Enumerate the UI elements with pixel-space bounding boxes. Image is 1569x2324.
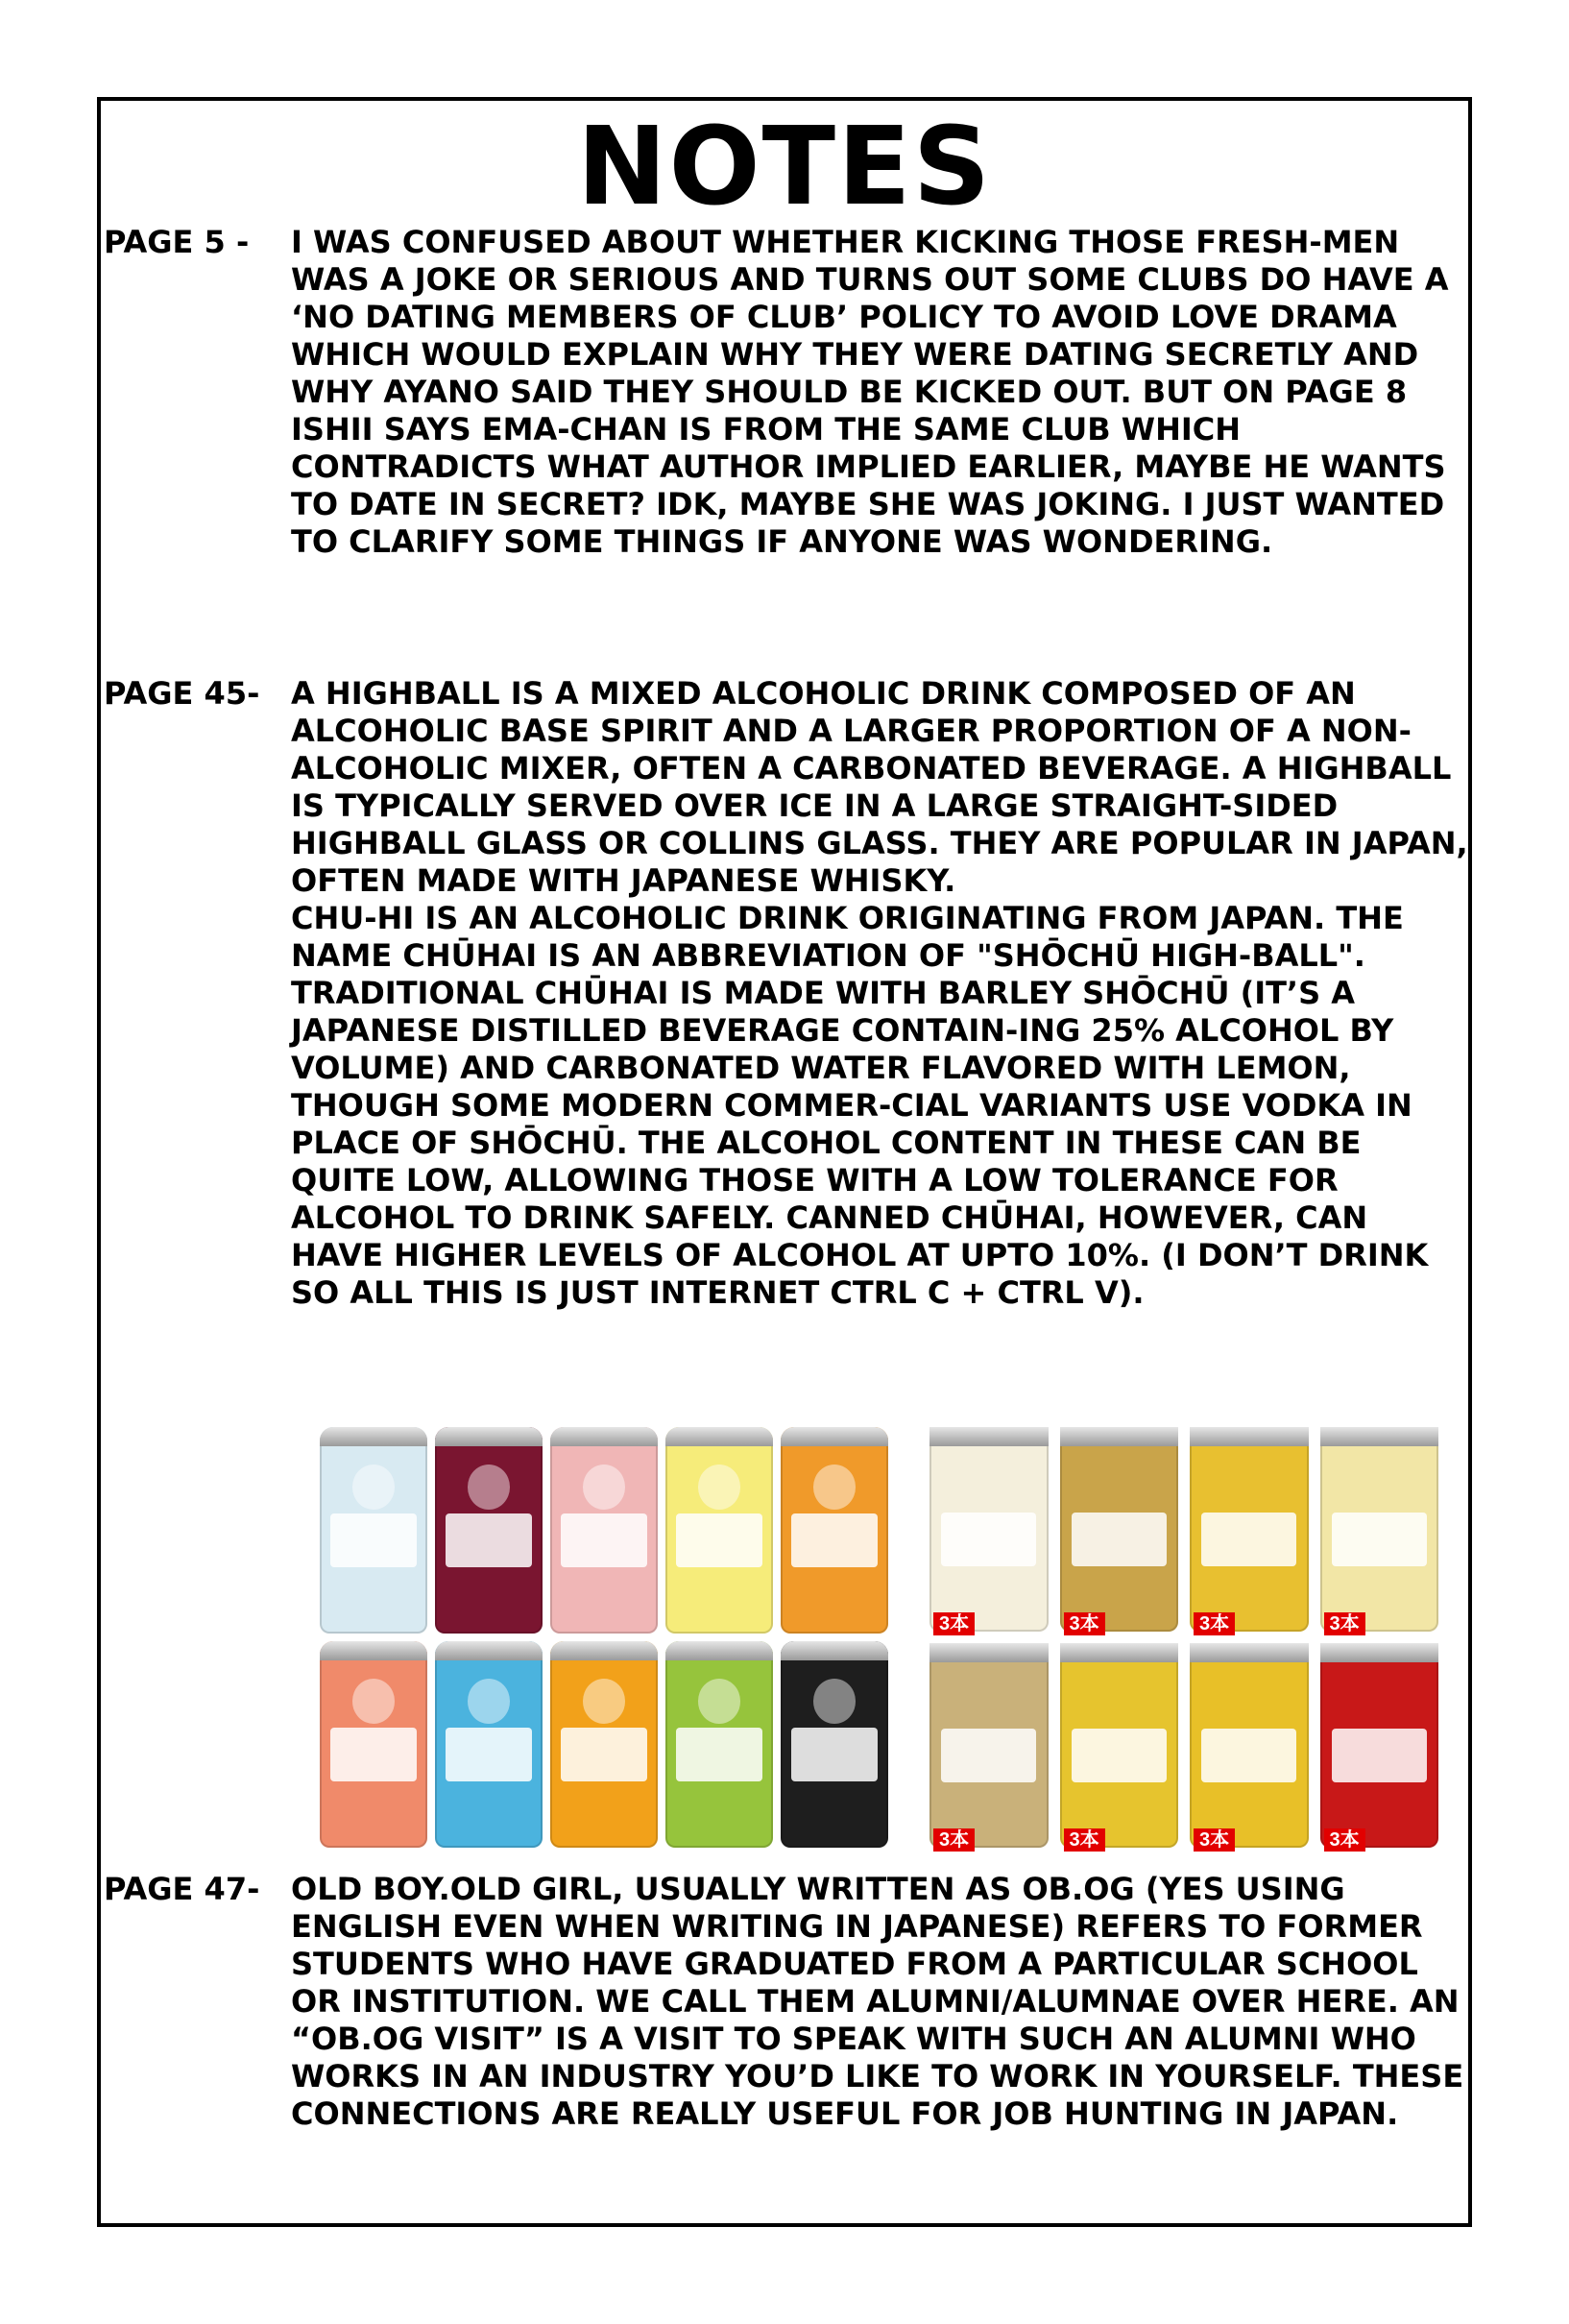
chuhai-can <box>781 1427 888 1634</box>
highball-can <box>1320 1643 1439 1851</box>
note-label-page-45: PAGE 45- <box>104 675 260 712</box>
count-badge: 3本 <box>933 1828 975 1852</box>
note-label-page-5: PAGE 5 - <box>104 224 250 260</box>
highball-can <box>1060 1427 1179 1632</box>
note-paragraph: I WAS CONFUSED ABOUT WHETHER KICKING THOSE FRESH-MEN WAS A JOKE OR SERIOUS AND TURNS OUT SOME CLUBS DO HAVE A ‘NO DATING MEMBERS OF CLUB’ POLICY TO AVOID LOVE DRAMA WHICH WOULD EXPLAIN WHY THEY WERE DATING SECRETLY AND WHY AYANO SAID THEY SHOULD BE KICKED OUT. BUT ON PAGE 8 ISHII SAYS EMA-CHAN IS FROM THE SAME CLUB WHICH CONTRADICTS WHAT AUTHOR IMPLIED EARLIER, MAYBE HE WANTS TO DATE IN SECRET? IDK, MAYBE SHE WAS JOKING. I JUST WANTED TO CLARIFY SOME THINGS IF ANYONE WAS WONDERING. <box>291 224 1449 560</box>
chuhai-can <box>665 1427 773 1634</box>
chuhai-can <box>435 1427 543 1634</box>
note-paragraph: CHU-HI IS AN ALCOHOLIC DRINK ORIGINATING FROM JAPAN. THE NAME CHŪHAI IS AN ABBREVIATION OF "SHŌCHŪ HIGH-BALL". TRADITIONAL CHŪHAI IS MADE WITH BARLEY SHŌCHŪ (IT’S A JAPANESE DISTILLED BEVERAGE CONTAIN-ING 25% ALCOHOL BY VOLUME) AND CARBONATED WATER FLAVORED WITH LEMON, THOUGH SOME MODERN COMMER-CIAL VARIANTS USE VODKA IN PLACE OF SHŌCHŪ. THE ALCOHOL CONTENT IN THESE CAN BE QUITE LOW, ALLOWING THOSE WITH A LOW TOLERANCE FOR ALCOHOL TO DRINK SAFELY. CANNED CHŪHAI, HOWEVER, CAN HAVE HIGHER LEVELS OF ALCOHOL AT UPTO 10%. (I DON’T DRINK SO ALL THIS IS JUST INTERNET CTRL C + CTRL V). <box>291 900 1429 1311</box>
chuhai-can <box>550 1427 658 1634</box>
count-badge: 3本 <box>933 1612 975 1635</box>
count-badge: 3本 <box>1064 1828 1105 1852</box>
chuhai-can <box>320 1641 427 1848</box>
count-badge: 3本 <box>1194 1612 1235 1635</box>
count-badge: 3本 <box>1324 1612 1365 1635</box>
note-label-page-47: PAGE 47- <box>104 1871 260 1907</box>
chuhai-can <box>665 1641 773 1848</box>
count-badge: 3本 <box>1194 1828 1235 1852</box>
note-paragraph: A HIGHBALL IS A MIXED ALCOHOLIC DRINK COMPOSED OF AN ALCOHOLIC BASE SPIRIT AND A LARGER PROPORTION OF A NON-ALCOHOLIC MIXER, OFTEN A CARBONATED BEVERAGE. A HIGHBALL IS TYPICALLY SERVED OVER ICE IN A LARGE STRAIGHT-SIDED HIGHBALL GLASS OR COLLINS GLASS. THEY ARE POPULAR IN JAPAN, OFTEN MADE WITH JAPANESE WHISKY. <box>291 675 1468 899</box>
highball-can <box>929 1427 1049 1632</box>
chuhai-cans-image <box>320 1427 888 1848</box>
highball-can <box>1320 1427 1439 1632</box>
note-body-page-45 <box>291 675 1470 1312</box>
chuhai-can <box>550 1641 658 1848</box>
chuhai-can <box>781 1641 888 1848</box>
note-body-page-47 <box>291 1871 1470 2133</box>
count-badge: 3本 <box>1064 1612 1105 1635</box>
count-badge: 3本 <box>1324 1828 1365 1852</box>
note-body-page-5 <box>291 224 1470 561</box>
page-title: NOTES <box>576 105 993 230</box>
highball-can <box>1190 1427 1309 1632</box>
highball-can <box>1060 1643 1179 1851</box>
highball-can <box>1190 1643 1309 1851</box>
chuhai-can <box>320 1427 427 1634</box>
note-paragraph: OLD BOY.OLD GIRL, USUALLY WRITTEN AS OB.OG (YES USING ENGLISH EVEN WHEN WRITING IN JAPANESE) REFERS TO FORMER STUDENTS WHO HAVE GRADUATED FROM A PARTICULAR SCHOOL OR INSTITUTION. WE CALL THEM ALUMNI/ALUMNAE OVER HERE. AN “OB.OG VISIT” IS A VISIT TO SPEAK WITH SUCH AN ALUMNI WHO WORKS IN AN INDUSTRY YOU’D LIKE TO WORK IN YOURSELF. THESE CONNECTIONS ARE REALLY USEFUL FOR JOB HUNTING IN JAPAN. <box>291 1871 1464 2132</box>
chuhai-can <box>435 1641 543 1848</box>
highball-cans-image <box>929 1427 1438 1851</box>
highball-can <box>929 1643 1049 1851</box>
